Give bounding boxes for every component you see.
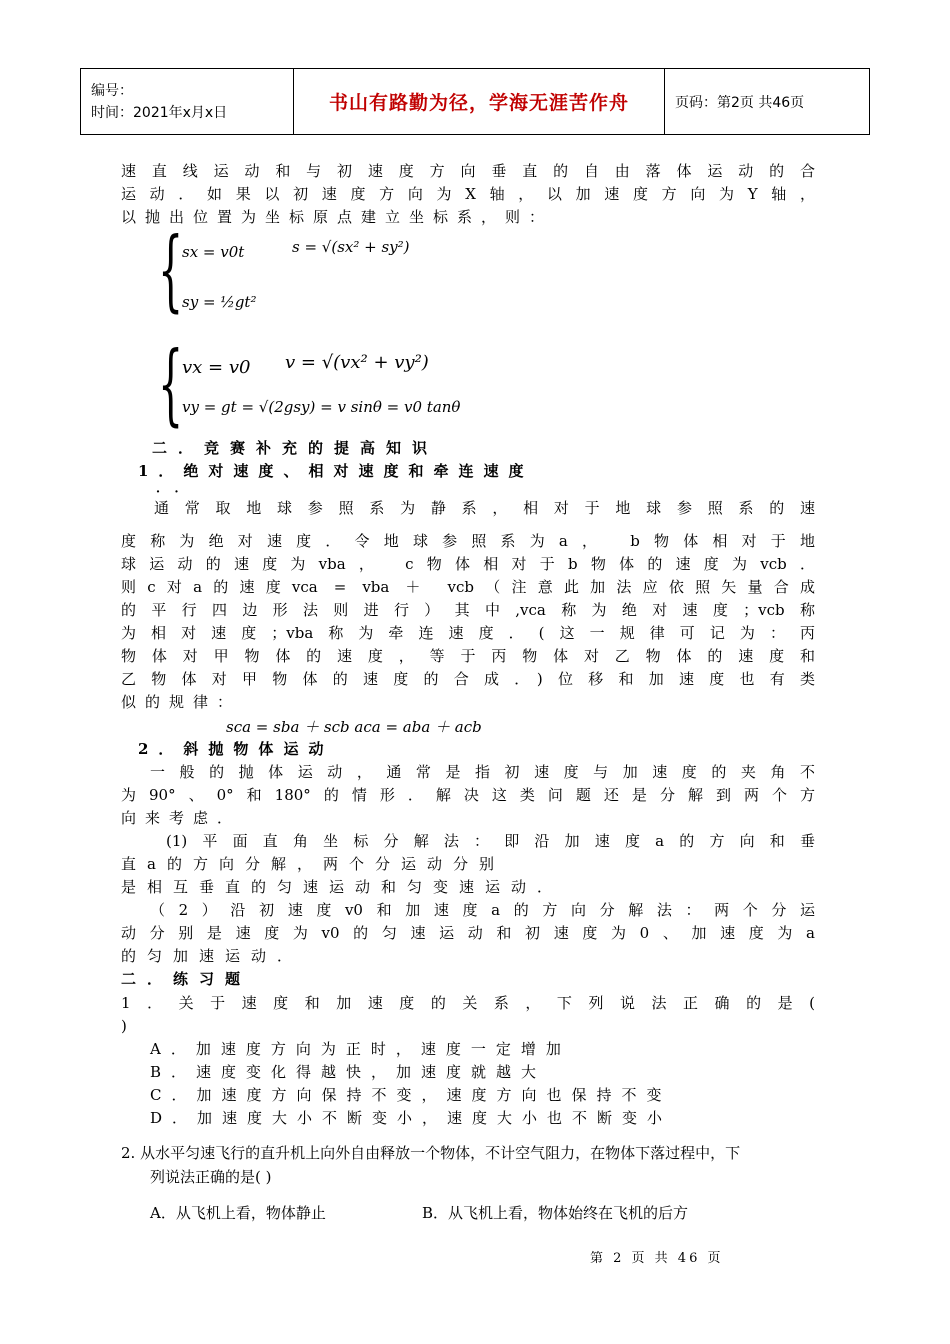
s1-line9: 似的规律： bbox=[121, 693, 242, 711]
formula-vx-text: vx = v0 bbox=[182, 357, 251, 378]
header-page-info: 页码：第2页 共46页 bbox=[665, 69, 870, 135]
s1-line3: 球运动的速度为vba， c物体相对于b物体的速度为vcb． bbox=[121, 555, 815, 573]
q2-option-b: B．从飞机上看，物体始终在飞机的后方 bbox=[422, 1204, 689, 1222]
s1-formula: sca = sba ＋ scb aca = aba ＋ acb bbox=[226, 718, 482, 736]
exercises-title: 二．练习题 bbox=[121, 970, 252, 988]
formula-s-text: s = √(sx² + sy²) bbox=[292, 238, 410, 256]
header-motto: 书山有路勤为径，学海无涯苦作舟 bbox=[294, 69, 665, 135]
q1-option-c: C．加速度方向保持不变，速度方向也保持不变 bbox=[150, 1086, 672, 1104]
section2-sub2: 2．斜抛物体运动 bbox=[138, 740, 334, 758]
q2-stem-line2: 列说法正确的是( ) bbox=[150, 1168, 272, 1186]
s2-line6: 是相互垂直的匀速运动和匀变速运动． bbox=[121, 878, 564, 896]
formula-sy bbox=[182, 293, 256, 311]
s2-line1: 一般的抛体运动，通常是指初速度与加速度的夹角不 bbox=[150, 763, 815, 781]
s1-line7: 物体对甲物体的速度，等于丙物体对乙物体的速度和 bbox=[121, 647, 815, 665]
s1-line6: 为相对速度；vba称为牵连速度．(这一规律可记为：丙 bbox=[121, 624, 815, 642]
s2-line3: 向来考虑． bbox=[121, 809, 242, 827]
formula-sy-text: sy = ½gt² bbox=[182, 293, 257, 311]
q2-option-a: A．从飞机上看，物体静止 bbox=[150, 1204, 326, 1222]
formula-vy bbox=[182, 398, 460, 416]
formula-vx bbox=[182, 357, 250, 378]
formula-v bbox=[285, 352, 429, 373]
s1-line4: 则c对a的速度vca = vba ＋ vcb（注意此加法应依照矢量合成 bbox=[121, 578, 815, 596]
s1-line5: 的平行四边形法则进行）其中,vca称为绝对速度；vcb称 bbox=[121, 601, 815, 619]
para1-line1: 速直线运动和与初速度方向垂直的自由落体运动的合 bbox=[121, 162, 815, 180]
s2-line5: 直a的方向分解，两个分运动分别 bbox=[121, 855, 505, 873]
s1-line8: 乙物体对甲物体的速度的合成．)位移和加速度也有类 bbox=[121, 670, 815, 688]
q1-option-a: A．加速度方向为正时，速度一定增加 bbox=[150, 1040, 571, 1058]
s1-line2: 度称为绝对速度．令地球参照系为a， b物体相对于地 bbox=[121, 532, 815, 550]
section2-title: 二．竞赛补充的提高知识 bbox=[152, 439, 439, 457]
para1-line2: 运动．如果以初速度方向为X轴，以加速度方向为Y轴， bbox=[121, 185, 815, 203]
section2-dots: ．． bbox=[156, 481, 200, 496]
header-number: 编号： bbox=[91, 82, 133, 99]
formula-s bbox=[292, 238, 410, 256]
formula-sx-text: sx = v0t bbox=[182, 243, 245, 261]
section2-sub1: 1．绝对速度、相对速度和牵连速度 bbox=[138, 462, 534, 480]
formula-vy-text: vy = gt = √(2gsy) = v sinθ = v0 tanθ bbox=[182, 398, 461, 416]
q1-option-d: D．加速度大小不断变小，速度大小也不断变小 bbox=[150, 1109, 673, 1127]
s2-line8: 动分别是速度为v0的匀速运动和初速度为0、加速度为a bbox=[121, 924, 815, 942]
header-meta bbox=[81, 69, 294, 135]
brace-v: { bbox=[158, 332, 184, 435]
formula-v-text: v = √(vx² + vy²) bbox=[285, 352, 429, 373]
s2-line9: 的匀加速运动． bbox=[121, 947, 304, 965]
q1-stem: 1．关于速度和加速度的关系，下列说法正确的是( bbox=[121, 994, 815, 1012]
q1-option-b: B．速度变化得越快，加速度就越大 bbox=[150, 1063, 547, 1081]
q2-stem-line1: 2. 从水平匀速飞行的直升机上向外自由释放一个物体，不计空气阻力，在物体下落过程中，下 bbox=[121, 1144, 741, 1162]
brace-s: { bbox=[158, 218, 184, 321]
para1-line3: 以抛出位置为坐标原点建立坐标系，则： bbox=[121, 208, 554, 226]
s2-line4: (1)平面直角坐标分解法：即沿加速度a的方向和垂 bbox=[166, 832, 815, 850]
header-time: 时间：2021年x月x日 bbox=[91, 104, 228, 121]
header-table bbox=[80, 68, 870, 135]
page-footer: 第 2 页 共 46 页 bbox=[590, 1251, 724, 1266]
s2-line7: （2）沿初速度v0和加速度a的方向分解法：两个分运 bbox=[150, 901, 815, 919]
s1-line1: 通常取地球参照系为静系，相对于地球参照系的速 bbox=[154, 499, 815, 517]
q1-stem-end: ) bbox=[121, 1017, 127, 1035]
s2-line2: 为90°、0°和180°的情形．解决这类问题还是分解到两个方 bbox=[121, 786, 815, 804]
formula-sx bbox=[182, 243, 244, 261]
